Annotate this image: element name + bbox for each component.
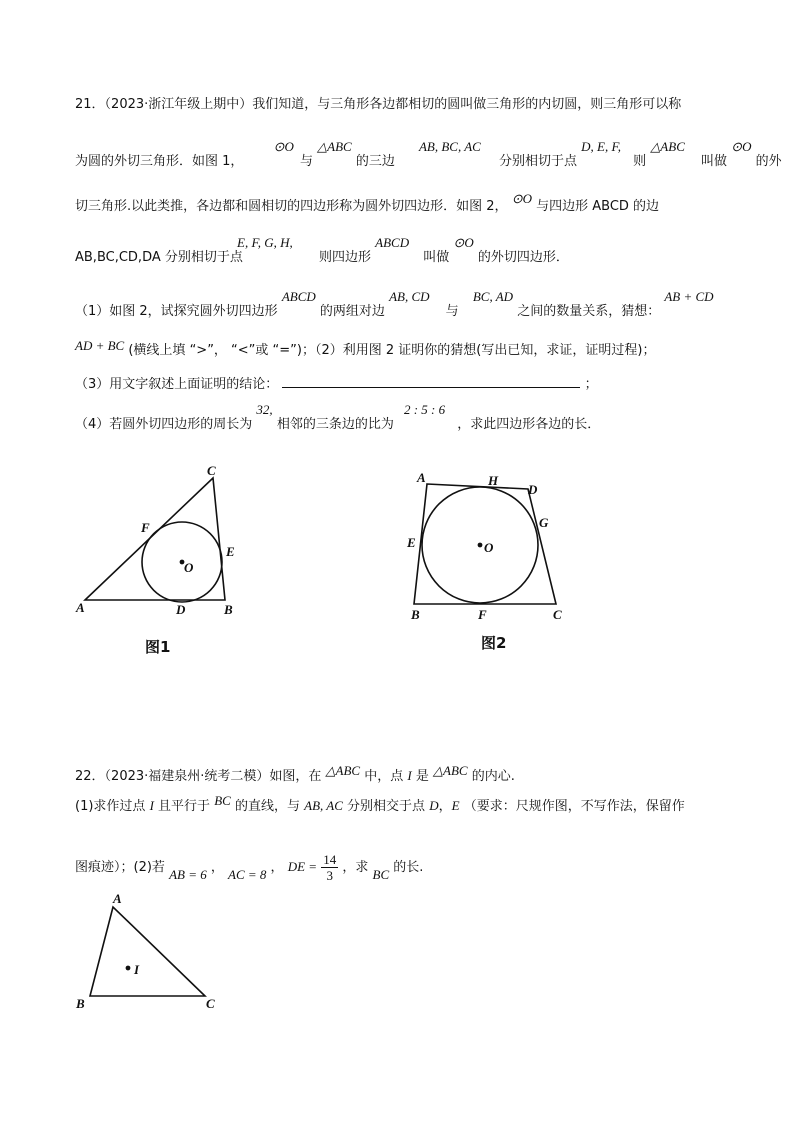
math-de-fraction — [288, 852, 339, 883]
math-circle-o: ⊙O — [511, 191, 532, 206]
text: （要求：尺规作图，不写作法，保留作 — [463, 799, 685, 814]
math-perimeter: 32, — [256, 402, 273, 417]
q22-line-1 — [75, 763, 515, 786]
math-e: E — [451, 798, 460, 813]
math-ac-8: AC = 8 — [228, 867, 267, 882]
q21-intro-text: 21．（2023·浙江年级上期中）我们知道，与三角形各边都相切的圆叫做三角形的内切圆，则三角形可以称 — [75, 97, 682, 112]
text: 的内心. — [471, 769, 515, 784]
text: 图痕迹）；(2)若 — [75, 860, 165, 875]
text: 则四边形 — [319, 250, 372, 265]
math-abcd: ABCD — [281, 289, 316, 304]
label-O: O — [484, 540, 494, 555]
math-ab-6: AB = 6 — [169, 867, 207, 882]
label-A: A — [76, 600, 85, 615]
math-d: D — [429, 798, 439, 813]
text: 相邻的三条边的比为 — [276, 417, 394, 432]
label-F: F — [141, 520, 150, 535]
text: （1）如图 2，试探究圆外切四边形 — [75, 304, 278, 319]
triangle-abc — [85, 478, 225, 600]
math-triangle-abc: △ABC — [325, 763, 361, 778]
math-circle-o: ⊙O — [453, 235, 474, 250]
text: 叫做 — [701, 154, 728, 169]
label-D: D — [528, 482, 538, 497]
figure-1-caption: 图1 — [145, 638, 171, 656]
math-i: I — [407, 768, 412, 783]
math-circle-o: ⊙O — [731, 139, 752, 154]
text: 则 — [633, 154, 647, 169]
text: 是 — [415, 769, 429, 784]
math-ab-plus-cd: AB + CD — [664, 289, 714, 304]
math-ratio: 2 : 5 : 6 — [403, 402, 446, 417]
label-C: C — [207, 463, 216, 478]
label-C: C — [206, 996, 215, 1011]
math-points: D, E, F, — [581, 139, 622, 154]
figure-2-caption: 图2 — [481, 634, 507, 652]
text: 22．（2023·福建泉州·统考二模）如图，在 — [75, 769, 322, 784]
text: (1)求作过点 — [75, 799, 146, 814]
math-ab-cd: AB, CD — [389, 289, 430, 304]
text: 叫做 — [423, 250, 450, 265]
text: 的长. — [393, 860, 424, 875]
math-points: E, F, G, H, — [237, 235, 293, 250]
text: ， — [438, 799, 452, 814]
text: ； — [584, 377, 598, 392]
text: 且平行于 — [158, 799, 211, 814]
text: 与 — [445, 304, 459, 319]
text: 的两组对边 — [319, 304, 385, 319]
math-triangle-abc: △ABC — [317, 139, 352, 154]
figure-2 — [406, 470, 562, 652]
center-dot — [478, 543, 483, 548]
text: 中，点 — [364, 769, 404, 784]
label-C: C — [553, 607, 562, 622]
math-bc: BC — [214, 793, 231, 808]
fraction-denominator: 3 — [326, 868, 333, 883]
triangle-abc — [90, 907, 205, 996]
math-bc: BC — [372, 867, 390, 882]
label-B: B — [76, 996, 85, 1011]
label-B: B — [411, 607, 420, 622]
text: 之间的数量关系，猜想： — [517, 304, 661, 319]
text: 的三边 — [355, 154, 395, 169]
label-G: G — [539, 515, 549, 530]
label-E: E — [407, 535, 416, 550]
text: 的外切四边形． — [477, 250, 569, 265]
text: 与 — [299, 154, 313, 169]
text: 分别相切于点 — [499, 154, 578, 169]
text: 切三角形.以此类推，各边都和圆相切的四边形称为圆外切四边形．如图 2， — [75, 199, 508, 214]
math-triangle-abc: △ABC — [433, 763, 468, 778]
text: 与四边形 ABCD 的边 — [536, 199, 660, 214]
label-E: E — [226, 544, 235, 559]
label-A: A — [417, 470, 426, 485]
text: ，求 — [342, 860, 369, 875]
label-O: O — [184, 560, 194, 575]
math-circle-o: ⊙O — [273, 139, 294, 154]
math-ad-plus-bc: AD + BC — [75, 338, 125, 353]
text: （4）若圆外切四边形的周长为 — [75, 417, 253, 432]
text: (横线上填 “>”， “<”或 “=”)；（2）利用图 2 证明你的猜想(写出已知，求证，证明过程)； — [128, 343, 656, 358]
label-H: H — [488, 473, 499, 488]
figure-3 — [75, 891, 215, 1011]
q22-line-2 — [75, 793, 685, 816]
math-triangle-abc: △ABC — [650, 139, 685, 154]
text: 为圆的外切三角形．如图 1， — [75, 154, 244, 169]
incenter-dot — [126, 966, 131, 971]
text: 分别相交于点 — [347, 799, 426, 814]
label-A: A — [113, 891, 122, 906]
text: ， — [210, 860, 224, 875]
label-B: B — [224, 602, 233, 617]
label-I: I — [134, 962, 140, 977]
math-abcd: ABCD — [375, 235, 410, 250]
math-i: I — [149, 798, 154, 813]
text: 的直线，与 — [234, 799, 300, 814]
math-ab-ac: AB, AC — [304, 798, 343, 813]
text: 的外 — [755, 154, 782, 169]
math-bc-ad: BC, AD — [472, 289, 514, 304]
math-de: DE = — [287, 859, 318, 874]
q22-line-3 — [75, 852, 423, 883]
text: ，求此四边形各边的长． — [457, 417, 601, 432]
label-D: D — [176, 602, 186, 617]
text: （3）用文字叙述上面证明的结论： — [75, 377, 279, 392]
label-F: F — [478, 607, 487, 622]
text: AB,BC,CD,DA 分别相切于点 — [75, 250, 243, 265]
math-sides: AB, BC, AC — [418, 139, 481, 154]
fraction-numerator: 14 — [323, 852, 337, 867]
text: ， — [270, 860, 284, 875]
